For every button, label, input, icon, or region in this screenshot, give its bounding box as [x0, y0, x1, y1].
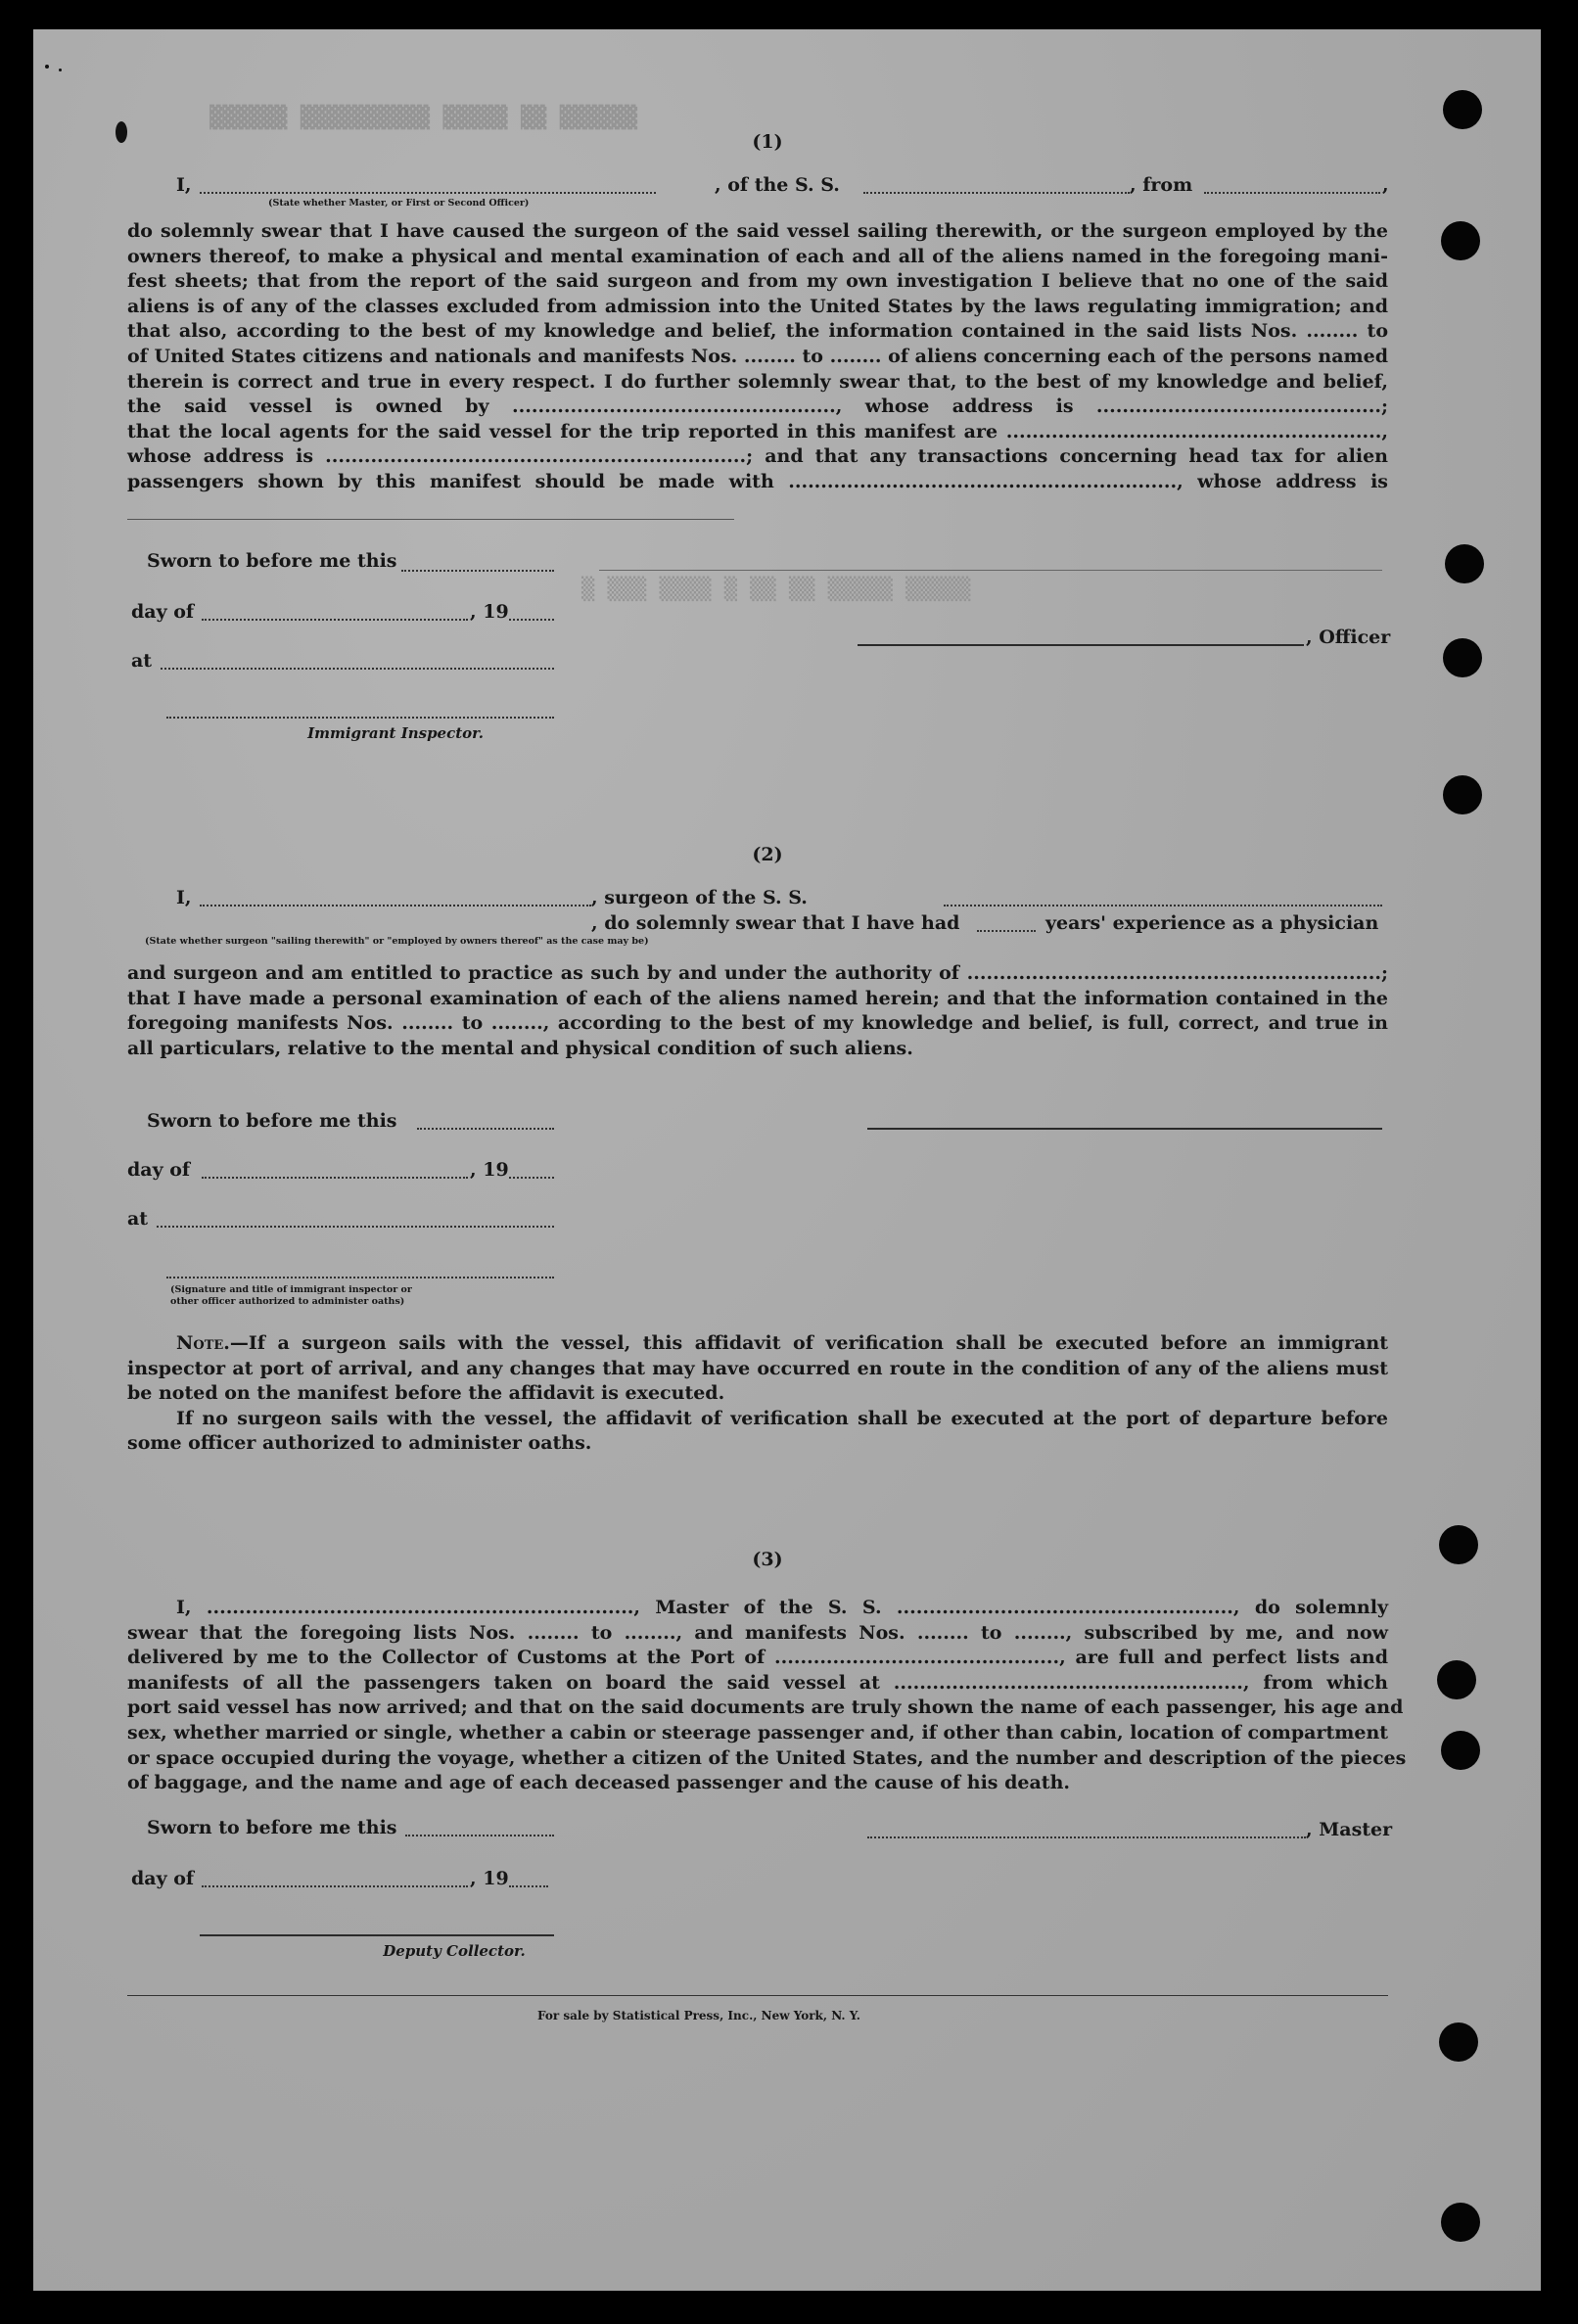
s2-i-label: I,	[176, 887, 192, 908]
s2-line: foregoing manifests Nos. ........ to ........, according to the best of my knowledge and belief, is full, correct, and true in	[127, 1012, 1388, 1035]
s2-line: all particulars, relative to the mental and physical condition of such aliens.	[127, 1037, 913, 1059]
s1-line: that the local agents for the said vessel for the trip reported in this manifest are ..........................................................,	[127, 420, 1388, 442]
s2-surgeon-signature-line[interactable]	[867, 1128, 1382, 1130]
ink-mark	[116, 121, 127, 143]
s1-officer-name-field[interactable]	[200, 192, 656, 194]
s3-day-label: day of	[131, 1868, 195, 1889]
punch-hole	[1437, 1660, 1476, 1699]
s3-line: port said vessel has now arrived; and that on the said documents are truly shown the name of each passenger, his age and	[127, 1697, 1404, 1719]
s3-line: or space occupied during the voyage, whether a citizen of the United States, and the number and description of the pieces	[127, 1746, 1407, 1769]
s2-inspector-signature-line[interactable]	[166, 1277, 554, 1278]
s2-ship-name-field[interactable]	[944, 905, 1382, 906]
s3-master-label: , Master	[1306, 1819, 1393, 1840]
s1-sworn-field[interactable]	[401, 570, 554, 572]
punch-hole	[1443, 638, 1482, 677]
s1-day-field[interactable]	[202, 619, 468, 621]
s3-collector-signature-line[interactable]	[200, 1934, 554, 1936]
printer-imprint: For sale by Statistical Press, Inc., New York, N. Y.	[537, 2009, 860, 2022]
s2-line: that I have made a personal examination of each of the aliens named herein; and that the information contained in the	[127, 987, 1388, 1009]
manifest-back-page	[33, 29, 1541, 2291]
punch-hole	[1441, 221, 1480, 260]
s2-sworn-field[interactable]	[417, 1128, 554, 1130]
s2-sig-caption-1: (Signature and title of immigrant inspector or	[170, 1284, 412, 1295]
s3-year-label: , 19	[470, 1868, 509, 1889]
s3-year-field[interactable]	[509, 1885, 548, 1887]
s1-officer-signature-line[interactable]	[858, 644, 1304, 646]
punch-hole	[1443, 90, 1482, 129]
s1-inspector-caption: Immigrant Inspector.	[307, 724, 484, 742]
s2-day-label: day of	[127, 1159, 191, 1181]
s1-comma: ,	[1382, 174, 1389, 196]
s1-line: the said vessel is owned by .................................................., whose address is ............................................;	[127, 395, 1388, 418]
s1-officer-label: , Officer	[1306, 627, 1391, 648]
s1-day-label: day of	[131, 601, 195, 623]
s1-year-label: , 19	[470, 601, 509, 623]
s2-note-text	[127, 1331, 1388, 1457]
punch-hole	[1439, 2022, 1478, 2062]
s1-oath-text	[127, 219, 1388, 495]
s1-from-field[interactable]	[1204, 192, 1380, 194]
s2-at-field[interactable]	[157, 1226, 554, 1228]
s3-line: manifests of all the passengers taken on board the said vessel at ......................................................, from which	[127, 1671, 1388, 1694]
s2-note-line: inspector at port of arrival, and any changes that may have occurred en route in the condition of any of the aliens must	[127, 1357, 1388, 1379]
s3-collector-caption: Deputy Collector.	[383, 1942, 526, 1960]
s3-line: of baggage, and the name and age of each deceased passenger and the cause of his death.	[127, 1772, 1070, 1794]
s2-day-field[interactable]	[202, 1177, 468, 1179]
s1-officer-note: (State whether Master, or First or Second Officer)	[268, 198, 530, 209]
s1-inspector-signature-line[interactable]	[166, 717, 554, 719]
bleed-through-text: ▓▓▓▓▓▓ ▓▓ ▓▓▓▓▓ ▓▓▓▓▓▓▓▓▓▓ ▓▓▓▓▓▓	[209, 106, 638, 130]
s1-line: passengers shown by this manifest should be made with ............................................................, whose address is	[127, 470, 1388, 492]
s3-sworn-field[interactable]	[405, 1835, 554, 1836]
s2-year-label: , 19	[470, 1159, 509, 1181]
s1-line: aliens is of any of the classes excluded from admission into the United States by the laws regulating immigration; and	[127, 295, 1388, 317]
s2-year-field[interactable]	[509, 1177, 554, 1179]
s3-day-field[interactable]	[202, 1885, 468, 1887]
s2-years-field[interactable]	[977, 930, 1036, 932]
s1-ship-name-field[interactable]	[863, 192, 1130, 194]
punch-hole	[1439, 1525, 1478, 1564]
s1-sworn-label: Sworn to before me this	[147, 550, 397, 572]
punch-hole	[1443, 775, 1482, 814]
s2-note-line	[127, 1331, 1388, 1357]
s1-line: of United States citizens and nationals and manifests Nos. ........ to ........ of aliens concerning each of the persons named	[127, 345, 1388, 367]
s3-line: sex, whether married or single, whether a cabin or steerage passenger and, if other than cabin, location of compartment	[127, 1721, 1389, 1743]
s2-note-line: be noted on the manifest before the affidavit is executed.	[127, 1382, 725, 1405]
s1-line: that also, according to the best of my knowledge and belief, the information contained in the said lists Nos. ........ to	[127, 320, 1388, 343]
s1-year-field[interactable]	[509, 619, 554, 621]
s2-surgeon-note: (State whether surgeon "sailing therewith" or "employed by owners thereof" as the case may be)	[145, 936, 649, 947]
punch-hole	[1441, 2203, 1480, 2242]
s3-oath-text	[127, 1596, 1407, 1796]
s3-line: I, .................................................................., Master of the S. S. ...................................................., do solemnly	[176, 1597, 1388, 1618]
s2-experience-label: years' experience as a physician	[1045, 912, 1379, 934]
s2-swear-label: , do solemnly swear that I have had	[591, 912, 960, 934]
s3-line: swear that the foregoing lists Nos. ........ to ........, and manifests Nos. ........ to ........, subscribed by me, and now	[127, 1621, 1388, 1644]
s1-line: do solemnly swear that I have caused the surgeon of the said vessel sailing therewith, or the surgeon employed by the	[127, 220, 1388, 242]
s1-line: owners thereof, to make a physical and mental examination of each and all of the aliens named in the foregoing mani-	[127, 245, 1388, 267]
note-heading: Note.	[176, 1332, 230, 1354]
punch-hole	[1445, 544, 1484, 583]
s2-at-label: at	[127, 1208, 149, 1230]
s2-note-line: some officer authorized to administer oaths.	[127, 1432, 592, 1455]
s3-master-signature-line[interactable]	[867, 1836, 1306, 1838]
s1-ship-label: , of the S. S.	[715, 174, 840, 196]
s2-line: and surgeon and am entitled to practice as such by and under the authority of ................................................................;	[127, 962, 1388, 984]
s1-line: fest sheets; that from the report of the said surgeon and from my own investigation I believe that no one of the said	[127, 270, 1388, 293]
section-3-number: (3)	[752, 1549, 783, 1570]
punch-hole	[1441, 1731, 1480, 1770]
s3-sworn-label: Sworn to before me this	[147, 1817, 397, 1838]
ink-mark	[45, 65, 49, 69]
section-2-number: (2)	[752, 844, 783, 865]
s1-top-signature-line	[599, 570, 1382, 571]
s1-i-label: I,	[176, 174, 192, 196]
s1-line: therein is correct and true in every respect. I do further solemnly swear that, to the best of my knowledge and belief,	[127, 370, 1388, 393]
s2-surgeon-name-field[interactable]	[200, 905, 591, 906]
s1-from-label: , from	[1130, 174, 1193, 196]
footer-rule	[127, 1995, 1388, 1996]
ink-mark	[59, 69, 62, 71]
s1-address-underline	[127, 519, 734, 520]
s1-line: whose address is .................................................................; and that any transactions concerning head tax for alien	[127, 445, 1388, 468]
s2-note-line: If no surgeon sails with the vessel, the affidavit of verification shall be executed at the port of departure before	[176, 1407, 1388, 1429]
s3-line: delivered by me to the Collector of Customs at the Port of ............................................, are full and perfect lists and	[127, 1647, 1388, 1669]
bleed-through-text-2: ▒ ▒▒▒ ▒▒▒▒ ▒ ▒▒ ▒▒ ▒▒▒▒▒ ▒▒▒▒▒	[581, 578, 971, 602]
note-text: —If a surgeon sails with the vessel, this affidavit of verification shall be executed before an immigrant	[229, 1332, 1388, 1354]
s1-at-label: at	[131, 650, 153, 672]
s1-at-field[interactable]	[161, 668, 554, 670]
section-1-number: (1)	[752, 131, 783, 153]
s2-surgeon-label: , surgeon of the S. S.	[591, 887, 808, 908]
s2-oath-text	[127, 961, 1388, 1061]
s2-sig-caption-2: other officer authorized to administer oaths)	[170, 1296, 405, 1307]
s2-sworn-label: Sworn to before me this	[147, 1110, 397, 1132]
